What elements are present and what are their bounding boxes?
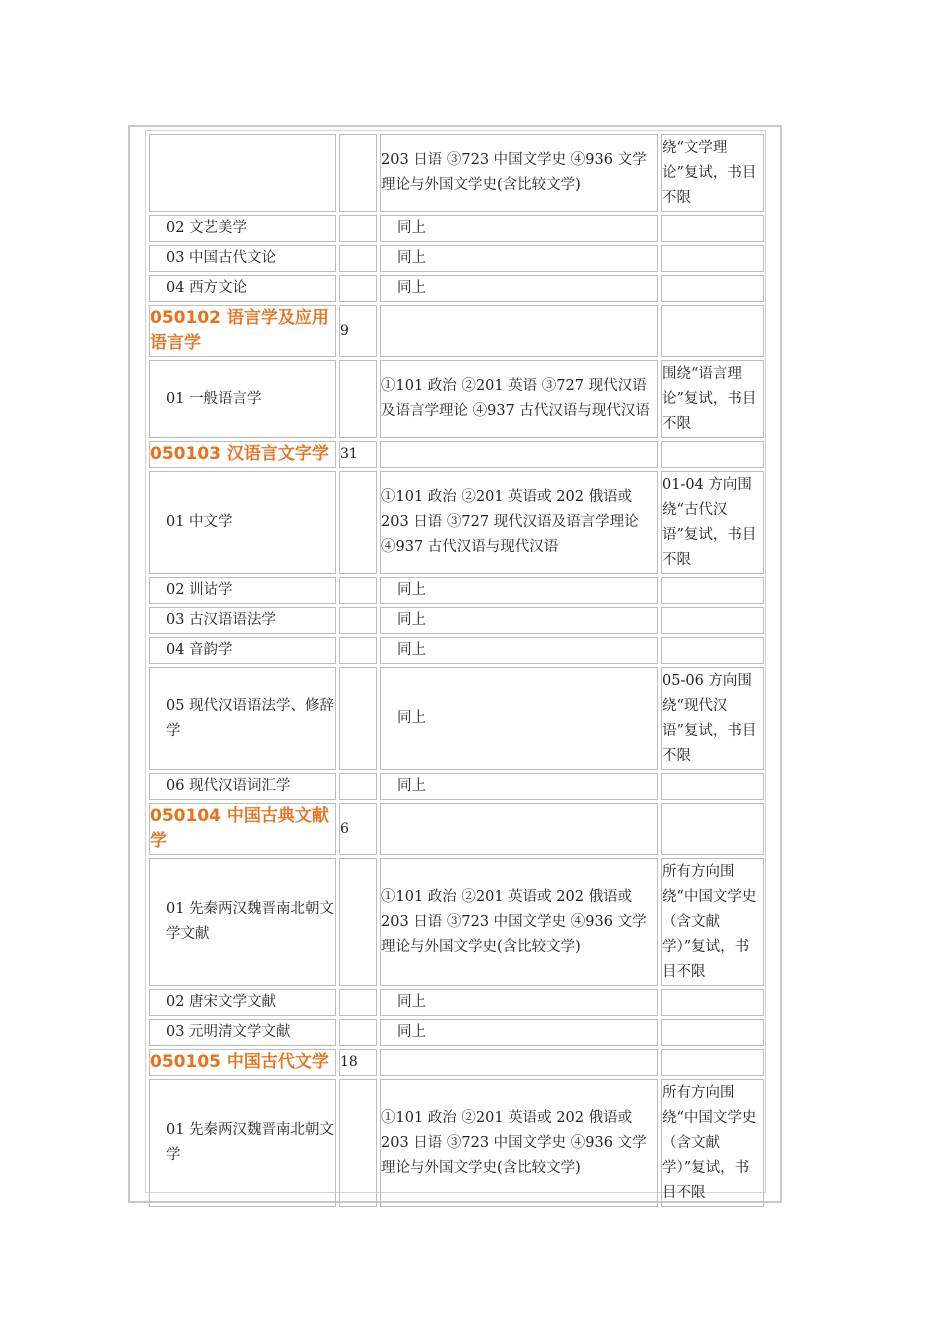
count-cell xyxy=(339,1019,377,1046)
count-cell xyxy=(339,607,377,634)
count-cell xyxy=(339,577,377,604)
direction-cell: 01 中文学 xyxy=(149,471,336,574)
exam-subjects-cell: 同上 xyxy=(380,215,658,242)
retest-note-cell: 围绕“语言理论”复试，书目不限 xyxy=(661,360,764,438)
table-row xyxy=(149,471,764,574)
count-cell xyxy=(339,215,377,242)
table-row xyxy=(149,215,764,242)
specialty-title: 050104 中国古典文献学 xyxy=(149,803,336,855)
count-cell xyxy=(339,637,377,664)
exam-subjects-cell: 同上 xyxy=(380,245,658,272)
retest-note-cell xyxy=(661,1049,764,1076)
direction-cell: 03 元明清文学文献 xyxy=(149,1019,336,1046)
exam-subjects-cell: ①101 政治 ②201 英语 ③727 现代汉语及语言学理论 ④937 古代汉语与现代汉语 xyxy=(380,360,658,438)
retest-note-cell: 01-04 方向围绕“古代汉语”复试，书目不限 xyxy=(661,471,764,574)
count-cell xyxy=(339,667,377,770)
count-cell xyxy=(339,858,377,986)
direction-cell: 04 音韵学 xyxy=(149,637,336,664)
retest-note-cell: 所有方向围绕“中国文学史（含文献学）”复试，书目不限 xyxy=(661,1079,764,1207)
table-row xyxy=(149,134,764,212)
specialty-row xyxy=(149,803,764,855)
retest-note-cell: 绕“文学理论”复试，书目不限 xyxy=(661,134,764,212)
retest-note-cell xyxy=(661,215,764,242)
retest-note-cell xyxy=(661,637,764,664)
direction-cell: 01 一般语言学 xyxy=(149,360,336,438)
retest-note-cell xyxy=(661,305,764,357)
count-cell xyxy=(339,134,377,212)
retest-note-cell xyxy=(661,607,764,634)
count-cell xyxy=(339,275,377,302)
direction-cell: 04 西方文论 xyxy=(149,275,336,302)
direction-cell xyxy=(149,134,336,212)
count-cell: 31 xyxy=(339,441,377,468)
count-cell xyxy=(339,989,377,1016)
direction-cell: 06 现代汉语词汇学 xyxy=(149,773,336,800)
count-cell xyxy=(339,360,377,438)
table-row xyxy=(149,773,764,800)
count-cell xyxy=(339,245,377,272)
direction-cell: 02 训诂学 xyxy=(149,577,336,604)
exam-subjects-cell: 同上 xyxy=(380,577,658,604)
direction-cell: 03 古汉语语法学 xyxy=(149,607,336,634)
specialty-title: 050102 语言学及应用语言学 xyxy=(149,305,336,357)
exam-subjects-cell: 同上 xyxy=(380,607,658,634)
table-row xyxy=(149,245,764,272)
count-cell: 9 xyxy=(339,305,377,357)
retest-note-cell xyxy=(661,803,764,855)
exam-subjects-cell: 同上 xyxy=(380,989,658,1016)
count-cell xyxy=(339,1079,377,1207)
exam-subjects-cell: 同上 xyxy=(380,773,658,800)
specialty-title: 050103 汉语言文字学 xyxy=(149,441,336,468)
direction-cell: 02 唐宋文学文献 xyxy=(149,989,336,1016)
table-row xyxy=(149,637,764,664)
exam-subjects-cell: 203 日语 ③723 中国文学史 ④936 文学理论与外国文学史(含比较文学) xyxy=(380,134,658,212)
exam-subjects-cell xyxy=(380,1049,658,1076)
retest-note-cell: 所有方向围绕“中国文学史（含文献学）”复试，书目不限 xyxy=(661,858,764,986)
retest-note-cell xyxy=(661,275,764,302)
table-row xyxy=(149,577,764,604)
table-row xyxy=(149,607,764,634)
specialty-title: 050105 中国古代文学 xyxy=(149,1049,336,1076)
exam-subjects-cell: 同上 xyxy=(380,637,658,664)
exam-subjects-cell: 同上 xyxy=(380,1019,658,1046)
table-row xyxy=(149,275,764,302)
retest-note-cell xyxy=(661,773,764,800)
exam-subjects-cell: 同上 xyxy=(380,667,658,770)
specialty-row xyxy=(149,305,764,357)
count-cell: 18 xyxy=(339,1049,377,1076)
table-row xyxy=(149,858,764,986)
count-cell xyxy=(339,471,377,574)
exam-subjects-cell xyxy=(380,803,658,855)
specialty-row xyxy=(149,1049,764,1076)
specialty-row xyxy=(149,441,764,468)
retest-note-cell xyxy=(661,577,764,604)
exam-subjects-cell: ①101 政治 ②201 英语或 202 俄语或 203 日语 ③723 中国文学史 ④936 文学理论与外国文学史(含比较文学) xyxy=(380,858,658,986)
retest-note-cell xyxy=(661,441,764,468)
count-cell xyxy=(339,773,377,800)
direction-cell: 03 中国古代文论 xyxy=(149,245,336,272)
admission-table xyxy=(146,131,767,1210)
table-row xyxy=(149,1079,764,1207)
table-row xyxy=(149,989,764,1016)
exam-subjects-cell xyxy=(380,305,658,357)
direction-cell: 01 先秦两汉魏晋南北朝文学 xyxy=(149,1079,336,1207)
exam-subjects-cell: ①101 政治 ②201 英语或 202 俄语或 203 日语 ③727 现代汉语及语言学理论 ④937 古代汉语与现代汉语 xyxy=(380,471,658,574)
direction-cell: 01 先秦两汉魏晋南北朝文学文献 xyxy=(149,858,336,986)
exam-subjects-cell: 同上 xyxy=(380,275,658,302)
retest-note-cell xyxy=(661,1019,764,1046)
table-row xyxy=(149,667,764,770)
retest-note-cell xyxy=(661,989,764,1016)
retest-note-cell xyxy=(661,245,764,272)
table-row xyxy=(149,1019,764,1046)
exam-subjects-cell: ①101 政治 ②201 英语或 202 俄语或 203 日语 ③723 中国文学史 ④936 文学理论与外国文学史(含比较文学) xyxy=(380,1079,658,1207)
table-row xyxy=(149,360,764,438)
exam-subjects-cell xyxy=(380,441,658,468)
count-cell: 6 xyxy=(339,803,377,855)
direction-cell: 05 现代汉语语法学、修辞学 xyxy=(149,667,336,770)
retest-note-cell: 05-06 方向围绕“现代汉语”复试，书目不限 xyxy=(661,667,764,770)
direction-cell: 02 文艺美学 xyxy=(149,215,336,242)
